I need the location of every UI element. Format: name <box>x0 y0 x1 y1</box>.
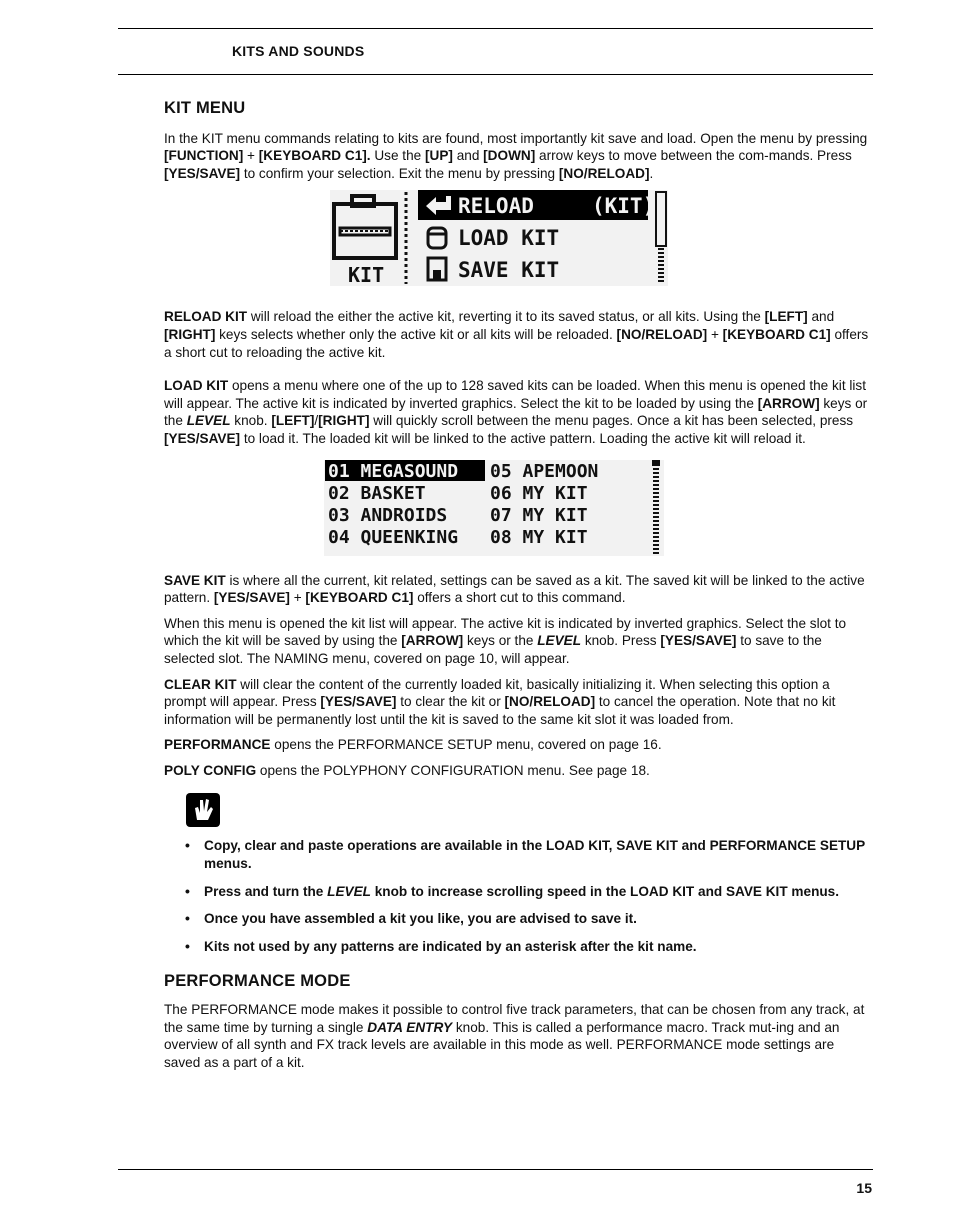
load-kit-paragraph: LOAD KIT opens a menu where one of the up to 128 saved kits can be loaded. When this menu is opened the kit list will appear. The active kit is indicated by inverted graphics. Select the kit to be loaded by using the [ARROW] keys or the LEVEL knob. [LEFT]/[RIGHT] will quickly scroll between the menu pages. Once a kit has been selected, press [YES/SAVE] to load it. The loaded kit will be linked to the active pattern. Loading the active kit will reload it. <box>164 378 868 446</box>
tip-item: • Copy, clear and paste operations are available in the LOAD KIT, SAVE KIT and PERFORMANCE SETUP menus. <box>204 837 870 872</box>
save-kit-paragraph: SAVE KIT is where all the current, kit related, settings can be saved as a kit. The saved kit will be linked to the active pattern. [YES/SAVE] + [KEYBOARD C1] offers a short cut to this command. <box>164 572 865 606</box>
running-header: KITS AND SOUNDS <box>232 43 365 59</box>
kit-list-scrollbar <box>652 460 660 554</box>
top-rule <box>118 28 873 29</box>
save-kit-detail-paragraph: When this menu is opened the kit list will appear. The active kit is indicated by inverted graphics. Select the slot to which the kit will be saved by using the [ARROW] keys or the LEVEL knob. Press [YES/SAVE] to save to the selected slot. The NAMING menu, covered on page 10, will appear. <box>164 615 847 666</box>
footer-rule <box>118 1169 873 1170</box>
lcd-screen-kit-menu <box>330 190 668 286</box>
menu-scrollbar <box>656 192 666 284</box>
kit-list-item[interactable]: 03 ANDROIDS <box>328 504 448 526</box>
tips-list <box>164 837 870 955</box>
performance-mode-heading: PERFORMANCE MODE <box>164 972 351 991</box>
hand-tip-icon <box>186 793 220 827</box>
kit-menu-intro: In the KIT menu commands relating to kits are found, most importantly kit save and load. Open the menu by pressing [FUNCTION] + [KEYBOARD C1]. Use the [UP] and [DOWN] arrow keys to move between the com-mands. Press [YES/SAVE] to confirm your selection. Exit the menu by pressing [NO/RELOAD]. <box>164 130 868 181</box>
kit-icon-label: KIT <box>348 263 385 287</box>
tip-item: • Press and turn the LEVEL knob to increase scrolling speed in the LOAD KIT and SAVE KIT menus. <box>204 883 870 901</box>
page-content <box>164 100 870 1079</box>
kit-menu-lcd-graphic <box>330 190 668 286</box>
save-icon <box>428 258 446 280</box>
page-number: 15 <box>856 1180 872 1196</box>
header-rule <box>118 74 873 75</box>
kit-list-item[interactable]: 04 QUEENKING <box>328 526 459 548</box>
kit-list-item[interactable]: 08 MY KIT <box>490 526 588 548</box>
menu-item-reload[interactable]: RELOAD <box>458 194 534 219</box>
clear-kit-paragraph: CLEAR KIT will clear the content of the currently loaded kit, basically initializing it. When selecting this option a prompt will appear. Press [YES/SAVE] to clear the kit or [NO/RELOAD] to cancel the operation. Note that no kit information will be permanently lost until the kit is saved to the same kit slot it was loaded from. <box>164 676 836 727</box>
kit-list-item[interactable]: 05 APEMOON <box>490 460 599 482</box>
reload-kit-paragraph: RELOAD KIT will reload the either the active kit, reverting it to its saved status, or all kits. Using the [LEFT] and [RIGHT] keys selects whether only the active kit or all kits will be reloaded. [NO/RELOAD] + [KEYBOARD C1] offers a short cut to reloading the active kit. <box>164 309 869 360</box>
kit-menu-screen <box>164 190 870 290</box>
tip-item: • Kits not used by any patterns are indicated by an asterisk after the kit name. <box>204 938 870 956</box>
performance-paragraph: PERFORMANCE opens the PERFORMANCE SETUP menu, covered on page 16. <box>164 737 662 753</box>
kit-case-icon <box>334 196 396 258</box>
kit-list-item[interactable]: 06 MY KIT <box>490 482 588 504</box>
kit-list-item[interactable]: 01 MEGASOUND <box>328 460 459 482</box>
kit-menu-heading: KIT MENU <box>164 99 246 117</box>
poly-config-paragraph: POLY CONFIG opens the POLYPHONY CONFIGURATION menu. See page 18. <box>164 762 650 778</box>
tip-item: • Once you have assembled a kit you like, you are advised to save it. <box>204 910 870 928</box>
menu-item-reload-suffix: (KIT) <box>592 194 656 219</box>
load-kit-screen <box>164 460 870 564</box>
kit-list-item[interactable]: 07 MY KIT <box>490 504 588 526</box>
load-icon <box>428 228 446 248</box>
kit-list-lcd-graphic <box>324 460 664 556</box>
lcd-screen-kit-list <box>324 460 664 556</box>
menu-item-save-kit[interactable]: SAVE KIT <box>458 258 560 283</box>
performance-mode-paragraph: The PERFORMANCE mode makes it possible to control five track parameters, that can be chosen from any track, at the same time by turning a single DATA ENTRY knob. This is called a performance macro. Track mut-ing and an overview of all synth and FX track levels are available in this mode as well. PERFORMANCE mode settings are saved as a part of a kit. <box>164 1002 865 1070</box>
menu-item-load-kit[interactable]: LOAD KIT <box>458 226 560 251</box>
kit-list-item[interactable]: 02 BASKET <box>328 482 426 504</box>
